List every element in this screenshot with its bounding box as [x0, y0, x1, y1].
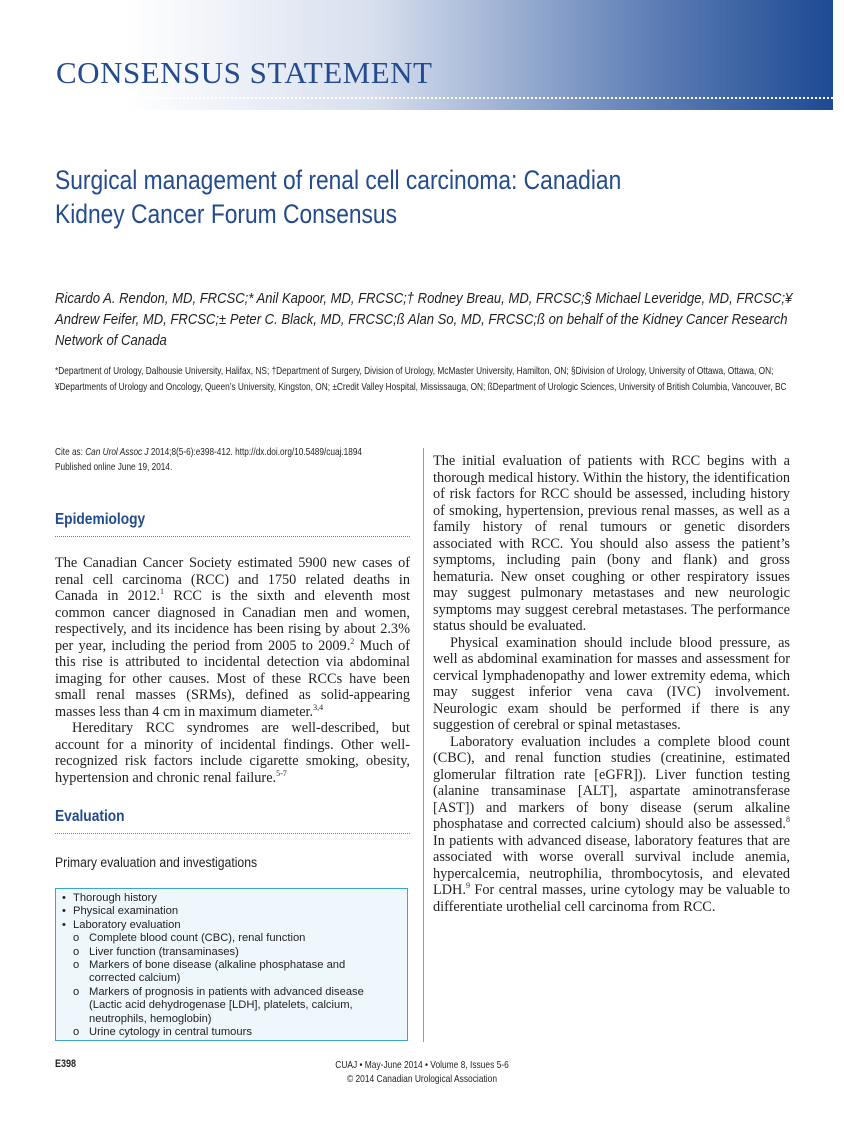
epidemiology-heading: Epidemiology: [55, 511, 146, 528]
page-number: E398: [55, 1058, 77, 1070]
evaluation-heading: Evaluation: [55, 808, 125, 825]
citation-block: [55, 446, 407, 475]
summary-box: [55, 888, 408, 1041]
list-item: • Physical examination: [62, 905, 401, 918]
sub-list-item: o Markers of bone disease (alkaline phosphatase and corrected calcium): [62, 959, 401, 986]
affiliations: [55, 364, 789, 396]
paragraph: Physical examination should include blood pressure, as well as abdominal examination for masses and assessment for cervical lymphadenopathy and lower extremity edema, which may suggest inferior vena cava (IVC) involvement. Neurologic exam should be performed if there is any suggestion of cerebral or spinal metastases.: [433, 634, 790, 733]
author-list: Ricardo A. Rendon, MD, FRCSC;* Anil Kapoor, MD, FRCSC;† Rodney Breau, MD, FRCSC;§ Michael Leveridge, MD, FRCSC;¥ Andrew Feifer, MD, FRCSC;± Peter C. Black, MD, FRCSC;ß Alan So, MD, FRCSC;ß on behalf of the Kidney Cancer Research Network of Canada: [55, 290, 793, 349]
evaluation-text: [433, 453, 790, 915]
copyright: © 2014 Canadian Urological Association: [346, 1073, 498, 1085]
list-item: • Thorough history: [62, 892, 401, 905]
paragraph: The initial evaluation of patients with RCC begins with a thorough medical history. Within the history, the identification of risk factors for RCC should be assessed, including history of smoking, hypertension, previous renal masses, as well as a family history of renal tumours or genetic disorders associated with RCC. You should also assess the patient’s symptoms, including pain (bony and flank) and gross hematuria. New onset coughing or other respiratory issues may suggest pulmonary metastases and new neurologic symptoms may suggest cerebral metastases. The performance status should be evaluated.: [433, 453, 790, 634]
sub-list-item: o Markers of prognosis in patients with advanced disease (Lactic acid dehydrogenase [LDH], platelets, calcium, neutrophils, hemoglobin): [62, 986, 401, 1026]
section-rule: [55, 536, 410, 537]
journal-issue: CUAJ • May-June 2014 • Volume 8, Issues 5-6: [335, 1059, 509, 1071]
primary-evaluation-subheading: Primary evaluation and investigations: [55, 855, 258, 871]
reference: 9: [465, 881, 470, 891]
reference: 3,4: [313, 702, 324, 712]
reference: 1: [159, 587, 164, 597]
section-rule: [55, 833, 410, 834]
paragraph: Laboratory evaluation includes a complete blood count (CBC), and renal function studies (creatinine, estimated glomerular filtration rate [eGFR]). Liver function testing (alanine transaminase [ALT], aspartate aminotransferase [AST]) and markers of bony disease (serum alkaline phosphatase and corrected calcium) should also be assessed.$^8$ In patients with advanced disease, laboratory features that are associated with worse overall survival include anemia, hypercalcemia, neutrophilia, thrombocytosis, and elevated LDH.$^9$ For central masses, urine cytology may be valuable to differentiate urothelial cell carcinoma from RCC.: [433, 733, 790, 915]
footer-info: [262, 1058, 582, 1086]
affiliations-line: *Department of Urology, Dalhousie University, Halifax, NS; †Department of Surgery, Division of Urology, McMaster University, Hamilton, ON; §Division of Urology, University of Ottawa, Ottawa, ON;: [55, 366, 774, 377]
paragraph: The Canadian Cancer Society estimated 5900 new cases of renal cell carcinoma (RCC) and 1750 related deaths in Canada in 2012.$^1$ RCC is the sixth and eleventh most common cancer diagnosed in Canadian men and women, respectively, and its incidence has been rising by about 2.3% per year, including the period from 2005 to 2009.$^2$ Much of this rise is attributed to incidental detection via abdominal imaging for other causes. Most of these RCCs have been small renal masses (SRMs), defined as solid-appearing masses less than 4 cm in maximum diameter.$^{3,4}$: [55, 555, 411, 720]
doi-link[interactable]: 2014;8(5-6):e398-412. http://dx.doi.org/10.5489/cuaj.1894: [148, 447, 362, 458]
paragraph: Hereditary RCC syndromes are well-described, but account for a minority of incidental findings. Other well-recognized risk factors include cigarette smoking, obesity, hypertension and chronic renal failure.$^{5-7}$: [55, 720, 410, 786]
column-divider: [423, 448, 424, 1042]
affiliations-line: ¥Departments of Urology and Oncology, Queen’s University, Kingston, ON; ±Credit Valley Hospital, Mississauga, ON; ßDepartment of Urologic Sciences, University of British Columbia, Vancouver, BC: [55, 382, 787, 393]
sub-list-item: o Urine cytology in central tumours: [62, 1026, 401, 1039]
reference: 2: [350, 636, 355, 646]
list-item: • Laboratory evaluation: [62, 919, 401, 932]
summary-list: [62, 892, 401, 1039]
sub-list-item: o Liver function (transaminases): [62, 946, 401, 959]
sub-list-item: o Complete blood count (CBC), renal function: [62, 932, 401, 945]
header-dotted-rule: [0, 97, 833, 99]
article-title: Surgical management of renal cell carcinoma: Canadian Kidney Cancer Forum Consensus: [55, 165, 622, 229]
cite-as: Cite as: Can Urol Assoc J 2014;8(5-6):e398-412. http://dx.doi.org/10.5489/cuaj.1894: [55, 447, 362, 458]
published-date: Published online June 19, 2014.: [55, 461, 173, 473]
reference: 8: [786, 815, 790, 825]
journal-abbrev: Can Urol Assoc J: [85, 447, 149, 458]
reference: 5-7: [276, 768, 287, 778]
section-label: CONSENSUS STATEMENT: [56, 55, 433, 90]
epidemiology-text: [55, 555, 410, 786]
